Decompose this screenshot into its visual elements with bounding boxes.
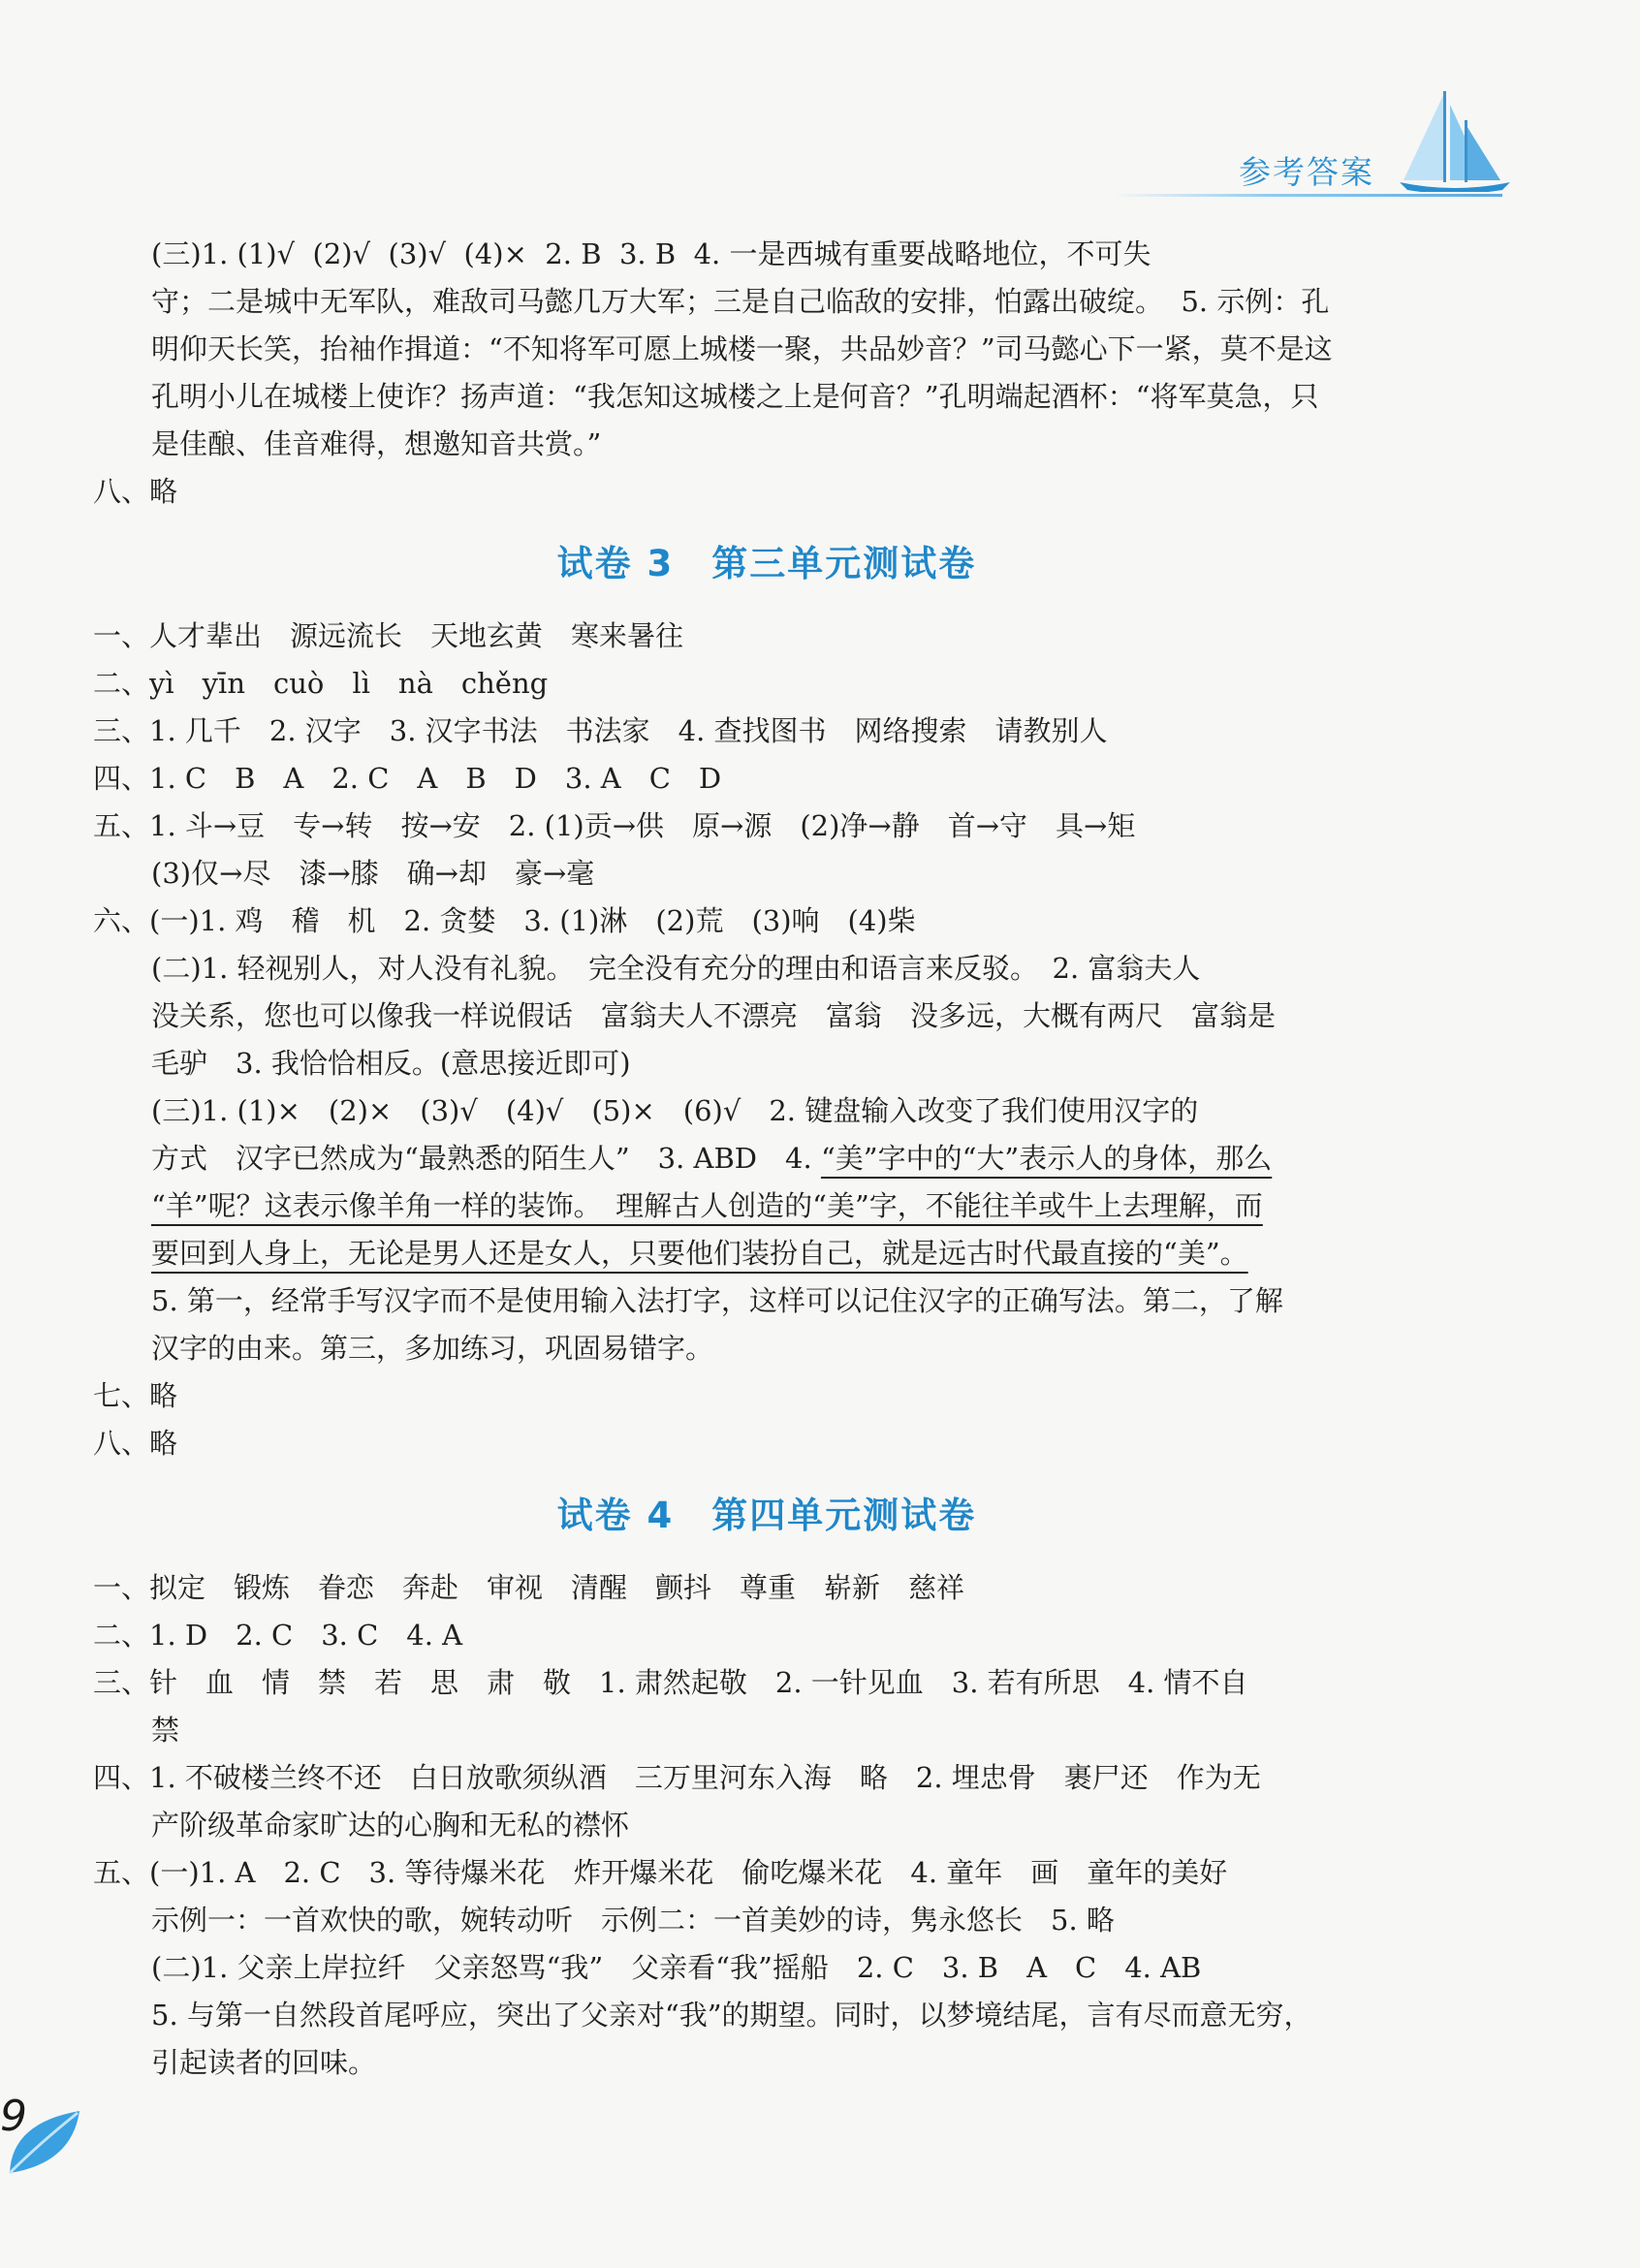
text-line: 二、1. D 2. C 3. C 4. A [93,1619,463,1652]
text-span: 方式 汉字已然成为“最熟悉的陌生人” 3. ABD 4. [151,1142,821,1175]
section-title-test-3: 试卷 3 第三单元测试卷 [556,543,977,584]
text-line [93,1135,1440,1182]
text-line: (三)1. (1)× (2)× (3)√ (4)√ (5)× (6)√ 2. 键盘输入改变了我们使用汉字的 [151,1094,1199,1127]
text-line: 三、针 血 情 禁 若 思 肃 敬 1. 肃然起敬 2. 一针见血 3. 若有所思 4. 情不自 [93,1666,1248,1699]
text-line: (三)1. (1)√ (2)√ (3)√ (4)× 2. B 3. B 4. 一是西城有重要战略地位，不可失 [151,237,1151,270]
text-line: 四、1. 不破楼兰终不还 白日放歌须纵酒 三万里河东入海 略 2. 埋忠骨 裹尸还 作为无 [93,1761,1261,1794]
text-line: 二、yì yīn cuò lì nà chěng [93,667,549,700]
text-line: 六、(一)1. 鸡 稽 机 2. 贪婪 3. (1)淋 (2)荒 (3)响 (4)柴 [93,904,916,937]
text-line: 产阶级革命家旷达的心胸和无私的襟怀 [151,1809,630,1842]
text-line: 守；二是城中无军队，难敌司马懿几万大军；三是自己临敌的安排，怕露出破绽。 5. 示例：孔 [151,285,1330,318]
text-line: 5. 与第一自然段首尾呼应，突出了父亲对“我”的期望。同时，以梦境结尾，言有尽而意无穷， [151,1999,1312,2032]
text-line: 5. 第一，经常手写汉字而不是使用输入法打字，这样可以记住汉字的正确写法。第二，了解 [151,1284,1283,1317]
boat-logo-icon [1396,85,1512,192]
text-line: 一、人才辈出 源远流长 天地玄黄 寒来暑往 [93,619,684,652]
answer-content [93,231,1440,2087]
page-number: 9 [0,2092,27,2141]
section-title-test-4: 试卷 4 第四单元测试卷 [556,1495,977,1536]
text-line: 示例一：一首欢快的歌，婉转动听 示例二：一首美妙的诗，隽永悠长 5. 略 [151,1904,1115,1937]
text-line: 七、略 [93,1379,178,1412]
text-line: 三、1. 几千 2. 汉字 3. 汉字书法 书法家 4. 查找图书 网络搜索 请教别人 [93,714,1108,747]
text-line: 一、拟定 锻炼 眷恋 奔赴 审视 清醒 颤抖 尊重 崭新 慈祥 [93,1571,965,1604]
text-line: 四、1. C B A 2. C A B D 3. A C D [93,762,722,795]
text-line: 孔明小儿在城楼上使诈？扬声道：“我怎知这城楼之上是何音？”孔明端起酒杯：“将军莫急，只 [151,380,1319,413]
text-line: 八、略 [93,1427,178,1460]
text-line: 没关系，您也可以像我一样说假话 富翁夫人不漂亮 富翁 没多远，大概有两尺 富翁是 [151,999,1277,1032]
underlined-answer: 要回到人身上，无论是男人还是女人，只要他们装扮自己，就是远古时代最直接的“美”。 [151,1237,1248,1270]
text-line: 八、略 [93,475,178,508]
text-line: 禁 [151,1714,180,1747]
header-label: 参考答案 [1239,153,1374,191]
text-line: 毛驴 3. 我恰恰相反。(意思接近即可) [151,1047,631,1080]
underlined-answer: “美”字中的“大”表示人的身体，那么 [820,1142,1273,1175]
text-line: 是佳酿、佳音难得，想邀知音共赏。” [151,427,602,460]
text-line: (二)1. 轻视别人，对人没有礼貌。 完全没有充分的理由和语言来反驳。 2. 富翁夫人 [151,952,1201,985]
text-line: (3)仅→尽 漆→膝 确→却 豪→毫 [151,857,595,890]
text-line: 引起读者的回味。 [151,2046,377,2079]
text-line: 明仰天长笑，抬袖作揖道：“不知将军可愿上城楼一聚，共品妙音？”司马懿心下一紧，莫不是这 [151,332,1333,365]
header-rule [1115,194,1502,197]
underlined-answer: “羊”呢？这表示像羊角一样的装饰。 理解古人创造的“美”字，不能往羊或牛上去理解，而 [151,1189,1263,1222]
text-line: (二)1. 父亲上岸拉纤 父亲怒骂“我” 父亲看“我”摇船 2. C 3. B A C 4. AB [151,1951,1202,1984]
text-line: 汉字的由来。第三，多加练习，巩固易错字。 [151,1332,714,1365]
text-line: 五、(一)1. A 2. C 3. 等待爆米花 炸开爆米花 偷吃爆米花 4. 童年 画 童年的美好 [93,1856,1228,1889]
text-line: 五、1. 斗→豆 专→转 按→安 2. (1)贡→供 原→源 (2)净→静 首→守 具→矩 [93,809,1136,842]
